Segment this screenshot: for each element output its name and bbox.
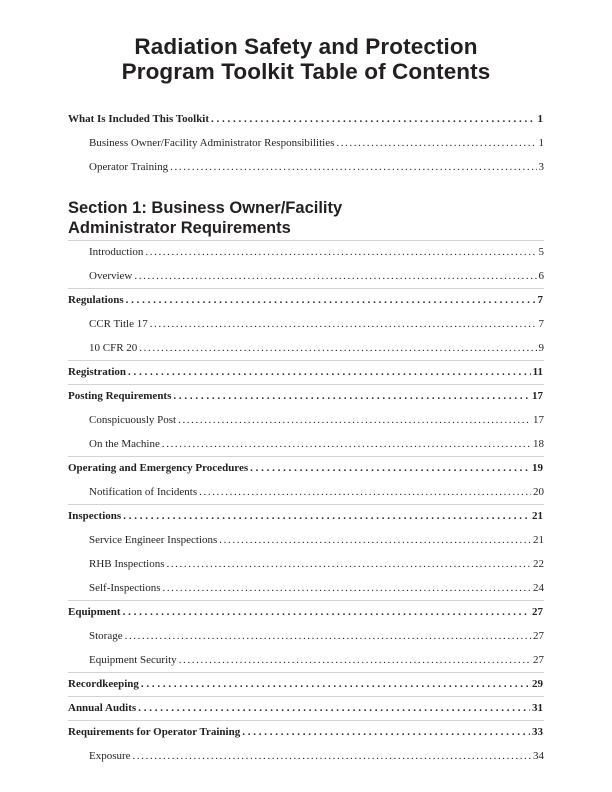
- toc-entry[interactable]: [89, 341, 544, 355]
- toc-entry-page-number: 17: [532, 390, 543, 402]
- group-divider: [68, 720, 544, 721]
- toc-dot-leader: [125, 629, 531, 643]
- toc-dot-leader: [336, 136, 536, 150]
- group-divider: [68, 672, 544, 673]
- toc-entry-page-number: 34: [533, 750, 544, 762]
- toc-dot-leader: [242, 725, 530, 739]
- toc-dot-leader: [211, 112, 535, 126]
- toc-entry-label: Exposure: [89, 750, 131, 762]
- toc-dot-leader: [170, 160, 536, 174]
- toc-entry-page-number: 3: [538, 161, 544, 173]
- toc-entry[interactable]: [89, 136, 544, 150]
- group-divider: [68, 384, 544, 385]
- toc-dot-leader: [126, 293, 536, 307]
- toc-dot-leader: [219, 533, 531, 547]
- toc-dot-leader: [250, 461, 530, 475]
- toc-entry-label: Business Owner/Facility Administrator Responsibilities: [89, 137, 335, 149]
- toc-entry-page-number: 31: [532, 702, 543, 714]
- page-title-line-1: Radiation Safety and Protection: [134, 34, 478, 59]
- toc-entry[interactable]: [68, 112, 543, 126]
- toc-dot-leader: [134, 269, 536, 283]
- section-divider: [68, 240, 544, 241]
- toc-entry-label: Self-Inspections: [89, 582, 161, 594]
- group-divider: [68, 360, 544, 361]
- toc-entry-page-number: 20: [533, 486, 544, 498]
- toc-entry-label: Annual Audits: [68, 702, 137, 714]
- toc-entry-page-number: 9: [538, 342, 544, 354]
- toc-dot-leader: [173, 389, 530, 403]
- toc-entry[interactable]: [68, 677, 543, 691]
- toc-entry[interactable]: [68, 701, 543, 715]
- toc-dot-leader: [150, 317, 537, 331]
- toc-entry-label: Operating and Emergency Procedures: [68, 462, 249, 474]
- page-title-line-2: Program Toolkit Table of Contents: [121, 59, 491, 84]
- page-title: [0, 34, 612, 84]
- toc-entry-label: Conspicuously Post: [89, 414, 177, 426]
- toc-dot-leader: [162, 581, 531, 595]
- group-divider: [68, 600, 544, 601]
- toc-entry-page-number: 22: [533, 558, 544, 570]
- toc-dot-leader: [128, 365, 531, 379]
- toc-entry[interactable]: [68, 389, 543, 403]
- toc-entry-page-number: 18: [533, 438, 544, 450]
- toc-entry[interactable]: [89, 581, 544, 595]
- toc-entry-page-number: 27: [533, 654, 544, 666]
- toc-dot-leader: [179, 653, 531, 667]
- toc-dot-leader: [145, 245, 536, 259]
- section-1-heading: [68, 198, 544, 238]
- toc-entry-page-number: 6: [538, 270, 544, 282]
- toc-entry-page-number: 1: [537, 113, 543, 125]
- toc-entry[interactable]: [89, 557, 544, 571]
- toc-entry-label: RHB Inspections: [89, 558, 165, 570]
- toc-entry[interactable]: [89, 749, 544, 763]
- toc-entry-label: Posting Requirements: [68, 390, 172, 402]
- toc-entry-label: Notification of Incidents: [89, 486, 198, 498]
- toc-entry[interactable]: [89, 629, 544, 643]
- toc-dot-leader: [162, 437, 531, 451]
- group-divider: [68, 696, 544, 697]
- toc-entry-label: Introduction: [89, 246, 144, 258]
- toc-dot-leader: [199, 485, 531, 499]
- toc-entry-page-number: 7: [538, 318, 544, 330]
- toc-dot-leader: [123, 509, 530, 523]
- group-divider: [68, 504, 544, 505]
- toc-entry-page-number: 5: [538, 246, 544, 258]
- toc-entry-page-number: 1: [538, 137, 544, 149]
- toc-entry[interactable]: [89, 245, 544, 259]
- toc-entry-page-number: 7: [537, 294, 543, 306]
- toc-dot-leader: [178, 413, 531, 427]
- toc-entry-page-number: 19: [532, 462, 543, 474]
- toc-dot-leader: [139, 341, 536, 355]
- toc-entry-label: 10 CFR 20: [89, 342, 138, 354]
- toc-entry-label: Operator Training: [89, 161, 169, 173]
- toc-entry-label: Overview: [89, 270, 133, 282]
- toc-entry-page-number: 21: [532, 510, 543, 522]
- toc-dot-leader: [133, 749, 531, 763]
- toc-dot-leader: [141, 677, 530, 691]
- toc-entry[interactable]: [68, 365, 543, 379]
- toc-entry-label: Equipment Security: [89, 654, 177, 666]
- toc-entry-label: Regulations: [68, 294, 124, 306]
- toc-entry[interactable]: [89, 437, 544, 451]
- toc-entry[interactable]: [68, 725, 543, 739]
- toc-entry-label: Storage: [89, 630, 123, 642]
- toc-entry-label: Registration: [68, 366, 127, 378]
- toc-entry-page-number: 27: [533, 630, 544, 642]
- group-divider: [68, 288, 544, 289]
- toc-entry[interactable]: [89, 160, 544, 174]
- toc-entry-label: Requirements for Operator Training: [68, 726, 241, 738]
- toc-entry-page-number: 27: [532, 606, 543, 618]
- toc-dot-leader: [166, 557, 531, 571]
- toc-entry[interactable]: [89, 317, 544, 331]
- toc-entry[interactable]: [89, 653, 544, 667]
- toc-entry[interactable]: [68, 461, 543, 475]
- toc-entry-label: Inspections: [68, 510, 122, 522]
- toc-entry-label: On the Machine: [89, 438, 160, 450]
- toc-entry[interactable]: [68, 605, 543, 619]
- toc-entry-label: CCR Title 17: [89, 318, 148, 330]
- toc-entry-label: Service Engineer Inspections: [89, 534, 218, 546]
- toc-entry[interactable]: [89, 533, 544, 547]
- toc-entry-page-number: 21: [533, 534, 544, 546]
- toc-entry-page-number: 17: [533, 414, 544, 426]
- toc-dot-leader: [138, 701, 530, 715]
- toc-dot-leader: [123, 605, 530, 619]
- section-1-heading-line-2: Administrator Requirements: [68, 219, 291, 237]
- toc-entry-page-number: 33: [532, 726, 543, 738]
- section-1-heading-line-1: Section 1: Business Owner/Facility: [68, 199, 343, 217]
- toc-entry[interactable]: [68, 509, 543, 523]
- toc-entry-page-number: 24: [533, 582, 544, 594]
- toc-entry[interactable]: [89, 413, 544, 427]
- group-divider: [68, 456, 544, 457]
- toc-entry-label: Recordkeeping: [68, 678, 139, 690]
- toc-entry-page-number: 11: [532, 366, 543, 378]
- toc-entry-page-number: 29: [532, 678, 543, 690]
- toc-entry[interactable]: [89, 269, 544, 283]
- toc-entry[interactable]: [89, 485, 544, 499]
- toc-entry-label: Equipment: [68, 606, 121, 618]
- toc-entry[interactable]: [68, 293, 543, 307]
- toc-entry-label: What Is Included This Toolkit: [68, 113, 210, 125]
